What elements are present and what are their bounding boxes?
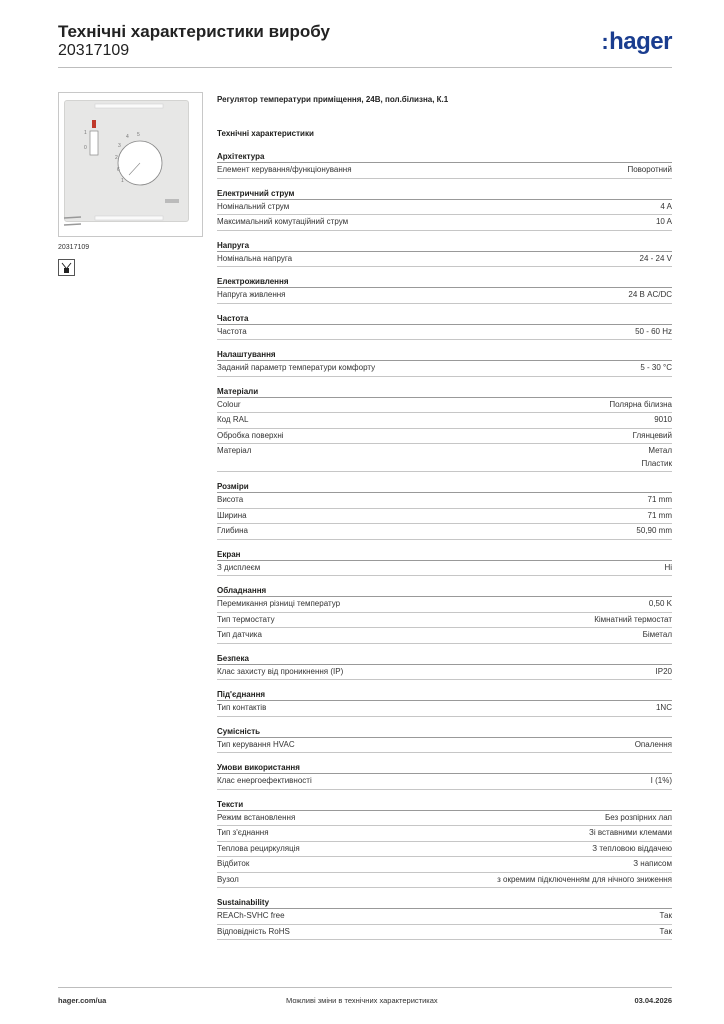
spec-label: Тип датчика xyxy=(217,630,262,639)
logo-dots-icon: : xyxy=(601,29,609,54)
spec-value: 5 - 30 °C xyxy=(640,363,672,372)
svg-text:2: 2 xyxy=(115,155,118,161)
spec-group xyxy=(217,150,672,179)
spec-group xyxy=(217,548,672,577)
spec-label: Colour xyxy=(217,399,241,409)
spec-value-line: Пластик xyxy=(641,458,672,468)
thermostat-plate xyxy=(64,100,189,222)
svg-text:6: 6 xyxy=(117,167,120,173)
spec-label: Ширина xyxy=(217,510,247,520)
spec-row xyxy=(217,252,672,268)
spec-group-title: Матеріали xyxy=(217,385,672,398)
spec-group-title: Умови використання xyxy=(217,761,672,774)
svg-text:0: 0 xyxy=(84,145,87,151)
spec-row xyxy=(217,738,672,754)
spec-label: З дисплеєм xyxy=(217,562,261,572)
document-title: Технічні характеристики виробу xyxy=(58,22,330,41)
spec-row xyxy=(217,665,672,681)
spec-groups xyxy=(217,150,672,940)
spec-label: REACh-SVHC free xyxy=(217,911,285,920)
spec-row xyxy=(217,493,672,509)
spec-label: Тип термостату xyxy=(217,614,275,624)
spec-value: З тепловою віддачею xyxy=(592,843,672,853)
spec-row xyxy=(217,613,672,629)
spec-group-title: Налаштування xyxy=(217,348,672,361)
product-panel xyxy=(58,92,203,276)
spec-group-title: Напруга xyxy=(217,239,672,252)
spec-value: Біметал xyxy=(642,630,672,639)
spec-label: Перемикання різниці температур xyxy=(217,599,341,608)
spec-group-title: Sustainability xyxy=(217,896,672,909)
spec-row xyxy=(217,163,672,179)
spec-row xyxy=(217,842,672,858)
spec-value: Зі вставними клемами xyxy=(589,828,672,837)
spec-group-title: Розміри xyxy=(217,480,672,493)
spec-label: Відбиток xyxy=(217,859,250,868)
spec-row xyxy=(217,597,672,613)
spec-label: Обробка поверхні xyxy=(217,430,284,440)
product-number: 20317109 xyxy=(58,244,90,251)
spec-group xyxy=(217,725,672,754)
spec-group-title: Безпека xyxy=(217,652,672,665)
spec-value: 0,50 K xyxy=(648,599,672,608)
spec-group xyxy=(217,275,672,304)
spec-value: Глянцевий xyxy=(632,430,672,440)
spec-row xyxy=(217,628,672,644)
footer-date: 03.04.2026 xyxy=(634,996,672,1005)
spec-group-title: Екран xyxy=(217,548,672,561)
spec-group xyxy=(217,688,672,717)
spec-row xyxy=(217,288,672,304)
product-image xyxy=(58,92,203,237)
spec-value-line: Метал xyxy=(648,446,672,455)
spec-label: Тип контактів xyxy=(217,703,267,712)
svg-text:1: 1 xyxy=(84,130,87,136)
spec-value: з окремим підключенням для нічного зниження xyxy=(497,874,672,884)
spec-group-title: Частота xyxy=(217,312,672,325)
spec-row xyxy=(217,444,672,472)
footer-divider xyxy=(58,987,672,988)
section-heading: Технічні характеристики xyxy=(217,129,314,138)
footer-website[interactable]: hager.com/ua xyxy=(58,996,107,1005)
svg-text:5: 5 xyxy=(137,132,140,138)
spec-label: Напруга живлення xyxy=(217,290,286,299)
svg-text:1: 1 xyxy=(121,178,124,184)
spec-group xyxy=(217,798,672,889)
document-code: 20317109 xyxy=(58,42,130,59)
spec-row xyxy=(217,215,672,231)
spec-value: I (1%) xyxy=(650,776,672,785)
spec-row xyxy=(217,873,672,889)
spec-label: Висота xyxy=(217,495,244,504)
spec-group xyxy=(217,385,672,473)
spec-value: 9010 xyxy=(654,415,672,424)
spec-value: 71 mm xyxy=(647,495,672,504)
hager-logo: :hager xyxy=(601,28,672,55)
svg-text:3: 3 xyxy=(118,143,121,149)
spec-row xyxy=(217,509,672,525)
spec-label: Клас енергоефективності xyxy=(217,776,312,785)
page-header xyxy=(58,22,672,62)
spec-group-title: Електроживлення xyxy=(217,275,672,288)
thermostat-illustration xyxy=(65,101,190,223)
spec-label: Тип керування HVAC xyxy=(217,739,295,749)
spec-row xyxy=(217,774,672,790)
spec-label: Матеріал xyxy=(217,446,252,455)
spec-value: 24 - 24 V xyxy=(639,253,672,263)
spec-row xyxy=(217,200,672,216)
spec-label: Режим встановлення xyxy=(217,812,296,822)
spec-group-title: Архітектура xyxy=(217,150,672,163)
spec-group xyxy=(217,761,672,790)
spec-value: 24 В AC/DC xyxy=(628,290,672,299)
spec-value: Полярна білизна xyxy=(609,399,672,409)
spec-value: Без розпірних лап xyxy=(604,812,672,822)
spec-group-title: Електричний струм xyxy=(217,187,672,200)
spec-label: Вузол xyxy=(217,874,239,884)
header-divider xyxy=(58,67,672,68)
spec-row xyxy=(217,398,672,414)
spec-row xyxy=(217,925,672,941)
spec-group-title: Під'єднання xyxy=(217,688,672,701)
spec-value: IP20 xyxy=(655,666,672,676)
spec-row xyxy=(217,325,672,341)
spec-label: Заданий параметр температури комфорту xyxy=(217,363,376,372)
screws-icon xyxy=(63,215,85,234)
spec-row xyxy=(217,857,672,873)
spec-value: 10 A xyxy=(655,217,672,226)
spec-group-title: Обладнання xyxy=(217,584,672,597)
spec-group-title: Сумісність xyxy=(217,725,672,738)
spec-row xyxy=(217,826,672,842)
spec-label: Частота xyxy=(217,326,247,336)
spec-label: Номінальна напруга xyxy=(217,253,293,263)
spec-value: 71 mm xyxy=(647,510,672,520)
spec-label: Тип з'єднання xyxy=(217,828,269,837)
spec-row xyxy=(217,561,672,577)
spec-label: Елемент керування/функціонування xyxy=(217,165,352,174)
spec-group xyxy=(217,239,672,268)
spec-value: Кімнатний термостат xyxy=(594,614,672,624)
spec-label: Код RAL xyxy=(217,415,249,424)
spec-value: 50,90 mm xyxy=(636,526,672,535)
spec-group-title: Тексти xyxy=(217,798,672,811)
spec-label: Глибина xyxy=(217,526,248,535)
spec-row xyxy=(217,429,672,445)
spec-group xyxy=(217,312,672,341)
spec-value: 50 - 60 Hz xyxy=(635,326,672,336)
spec-value: Так xyxy=(659,926,672,936)
spec-row xyxy=(217,413,672,429)
spec-group xyxy=(217,187,672,231)
spec-group xyxy=(217,652,672,681)
spec-value xyxy=(642,445,673,470)
spec-row xyxy=(217,811,672,827)
spec-group xyxy=(217,896,672,940)
spec-value: 4 A xyxy=(660,201,672,211)
recycling-symbol-icon xyxy=(58,259,75,276)
spec-label: Відповідність RoHS xyxy=(217,926,290,936)
spec-label: Максимальний комутаційний струм xyxy=(217,217,349,226)
spec-value: З написом xyxy=(633,859,672,868)
spec-label: Клас захисту від проникнення (IP) xyxy=(217,666,344,676)
spec-group xyxy=(217,480,672,540)
spec-row xyxy=(217,701,672,717)
spec-label: Теплова рециркуляція xyxy=(217,843,300,853)
spec-value: 1NC xyxy=(655,703,672,712)
product-description: Регулятор температури приміщення, 24В, пол.білизна, К.1 xyxy=(217,95,449,104)
spec-group xyxy=(217,584,672,644)
spec-row xyxy=(217,524,672,540)
spec-group xyxy=(217,348,672,377)
svg-text:4: 4 xyxy=(126,134,129,140)
specifications xyxy=(217,95,672,940)
spec-row xyxy=(217,361,672,377)
spec-value: Опалення xyxy=(634,739,672,749)
spec-value: Так xyxy=(659,911,672,920)
footer-disclaimer: Можливі зміни в технічних характеристиках xyxy=(286,996,438,1005)
spec-label: Номінальний струм xyxy=(217,201,290,211)
spec-value: Поворотний xyxy=(627,165,672,174)
spec-value: Hi xyxy=(664,562,672,572)
spec-row xyxy=(217,909,672,925)
